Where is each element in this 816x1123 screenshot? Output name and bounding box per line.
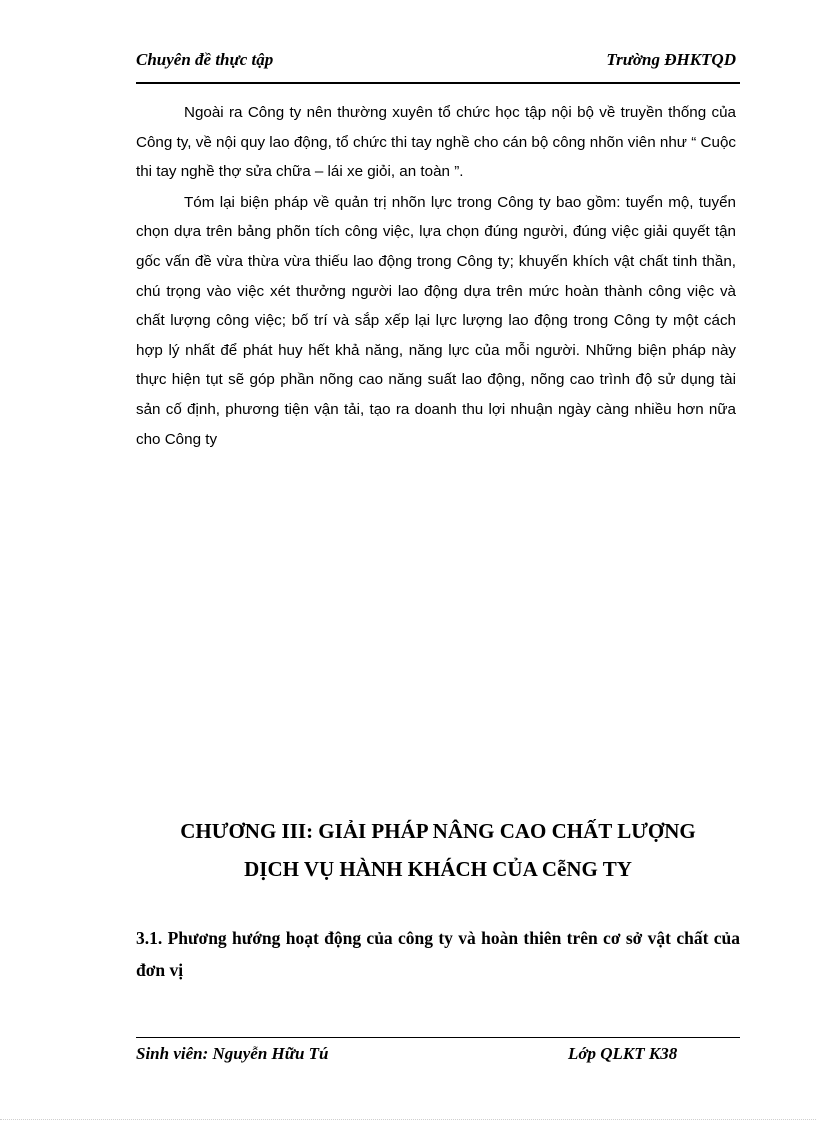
footer-class: Lớp QLKT K38 [568,1044,678,1063]
paragraph-1: Ngoài ra Công ty nên thường xuyên tổ chức học tập nội bộ về truyền thống của Công ty, về nội quy lao động, tổ chức thi tay nghề cho cán bộ công nhõn viên như “ Cuộc thi tay nghề thợ sửa chữa – lái xe giỏi, an toàn ”. [136,104,736,181]
page-edge-divider [0,1119,816,1120]
page-footer [136,1037,740,1068]
chapter-title-line-2: DỊCH VỤ HÀNH KHÁCH CỦA CễNG TY [244,857,632,881]
header-school: Trường ĐHKTQD [606,50,736,69]
section-heading: 3.1. Phương hướng hoạt động của công ty và hoàn thiên trên cơ sở vật chất của đơn vị [136,928,740,980]
paragraph-2: Tóm lại biện pháp về quản trị nhõn lực trong Công ty bao gồm: tuyển mộ, tuyển chọn dựa trên bảng phõn tích công việc, lựa chọn đúng người, đúng việc giải quyết tận gốc vấn đề vừa thừa vừa thiếu lao động trong Công ty; khuyến khích vật chất tinh thần, chú trọng vào việc xét thưởng người lao động dựa trên mức hoàn thành công việc và chất lượng công việc; bố trí và sắp xếp lại lực lượng lao động trong Công ty một cách hợp lý nhất để phát huy hết khả năng, năng lực của mỗi người. Những biện pháp này thực hiện tụt sẽ góp phần nõng cao năng suất lao động, nõng cao trình độ sử dụng tài sản cố định, phương tiện vận tải, tạo ra doanh thu lợi nhuận ngày càng nhiều hơn nữa cho Công ty [136,193,736,448]
page-header [136,48,740,84]
chapter-title-line-1: CHƯƠNG III: GIẢI PHÁP NÂNG CAO CHẤT LƯỢNG [180,819,696,843]
header-title: Chuyên đề thực tập [136,50,274,69]
footer-student: Sinh viên: Nguyễn Hữu Tú [136,1044,329,1063]
body-text [136,98,736,455]
chapter-title [136,812,740,888]
